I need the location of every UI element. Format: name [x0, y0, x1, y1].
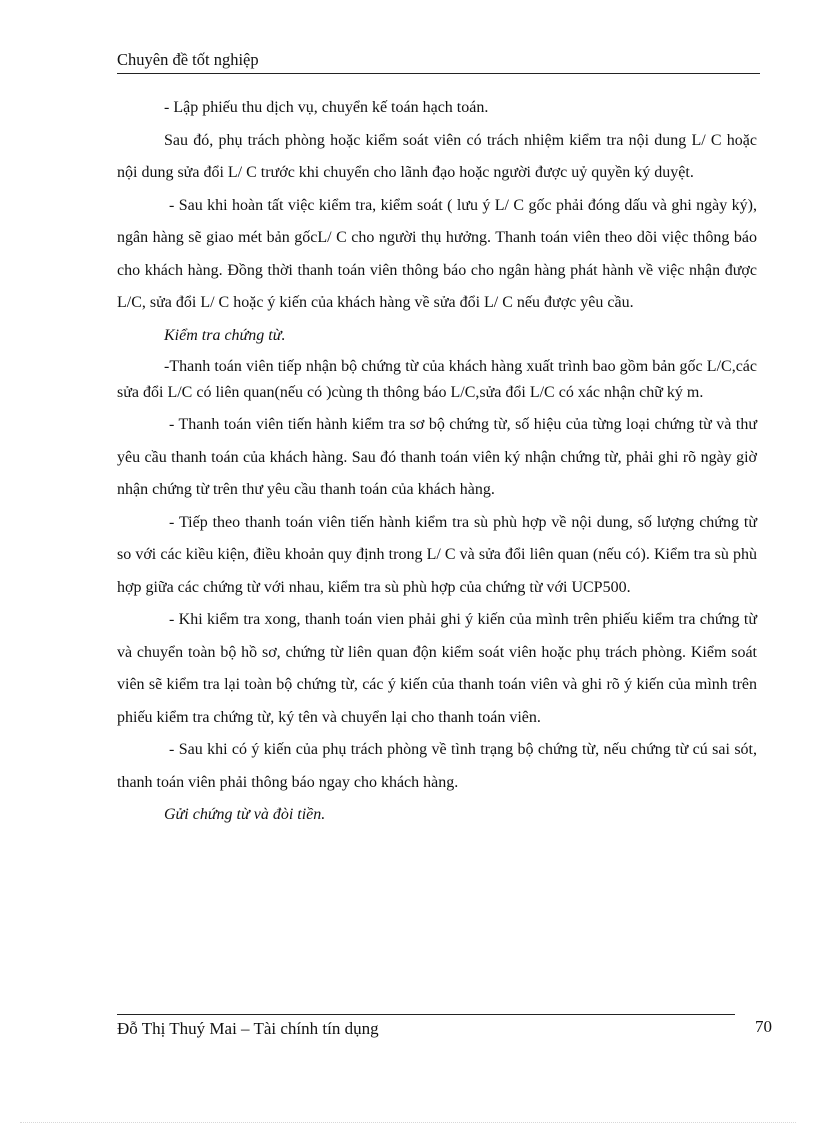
- paragraph-7: - Khi kiểm tra xong, thanh toán vien phải ghi ý kiến của mình trên phiếu kiểm tra chứng từ và chuyển toàn bộ hồ sơ, chứng từ liên quan độn kiểm soát viên hoặc phụ trách phòng. Kiểm soát viên sẽ kiểm tra lại toàn bộ chứng từ, các ý kiến của thanh toán viên và ghi rõ ý kiến của mình trên phiếu kiểm tra chứng từ, ký tên và chuyển lại cho thanh toán viên.: [117, 611, 757, 726]
- page-header: [117, 50, 760, 74]
- paragraph-2: Sau đó, phụ trách phòng hoặc kiểm soát viên có trách nhiệm kiểm tra nội dung L/ C hoặc nội dung sửa đổi L/ C trước khi chuyển cho lãnh đạo hoặc người được uỷ quyền ký duyệt.: [117, 131, 757, 181]
- paragraph-5: - Thanh toán viên tiến hành kiểm tra sơ bộ chứng từ, số hiệu của từng loại chứng từ và thư yêu cầu thanh toán của khách hàng. Sau đó thanh toán viên ký nhận chứng từ, phải ghi rõ ngày giờ nhận chứng từ trên thư yêu cầu thanh toán của khách hàng.: [117, 416, 757, 498]
- paragraph-6: - Tiếp theo thanh toán viên tiến hành kiểm tra sù phù hợp về nội dung, số lượng chứng từ so với các kiều kiện, điều khoản quy định trong L/ C và sửa đổi liên quan (nếu có). Kiểm tra sù phù hợp giữa các chứng từ với nhau, kiểm tra sù phù hợp của chứng từ với UCP500.: [117, 513, 757, 596]
- paragraph-8: - Sau khi có ý kiến của phụ trách phòng về tình trạng bộ chứng từ, nếu chứng từ cú sai sót, thanh toán viên phải thông báo ngay cho khách hàng.: [117, 741, 757, 791]
- section-heading-kiem-tra: Kiểm tra chứng từ.: [164, 326, 286, 344]
- section-heading-gui: Gửi chứng từ và đòi tiền.: [164, 806, 326, 823]
- page-body: [117, 92, 757, 832]
- footer-author: Đỗ Thị Thuý Mai – Tài chính tín dụng: [117, 1019, 379, 1038]
- paragraph-1: - Lập phiếu thu dịch vụ, chuyển kế toán hạch toán.: [164, 99, 489, 116]
- footer-divider: [117, 1014, 735, 1015]
- page-number: 70: [755, 1017, 772, 1036]
- header-title: Chuyên đề tốt nghiệp: [117, 50, 259, 69]
- paragraph-4: -Thanh toán viên tiếp nhận bộ chứng từ của khách hàng xuất trình bao gồm bản gốc L/C,các sửa đổi L/C có liên quan(nếu có )cùng th thông báo L/C,sửa đổi L/C có xác nhận chữ ký m.: [117, 358, 757, 401]
- paragraph-3: - Sau khi hoàn tất việc kiểm tra, kiểm soát ( lưu ý L/ C gốc phải đóng dấu và ghi ngày ký), ngân hàng sẽ giao mét bản gốcL/ C cho người thụ hưởng. Thanh toán viên theo dõi việc thông báo cho khách hàng. Đồng thời thanh toán viên thông báo cho ngân hàng phát hành về việc nhận được L/C, sửa đổi L/ C hoặc ý kiến của khách hàng về sửa đổi L/ C nếu được yêu cầu.: [117, 196, 757, 311]
